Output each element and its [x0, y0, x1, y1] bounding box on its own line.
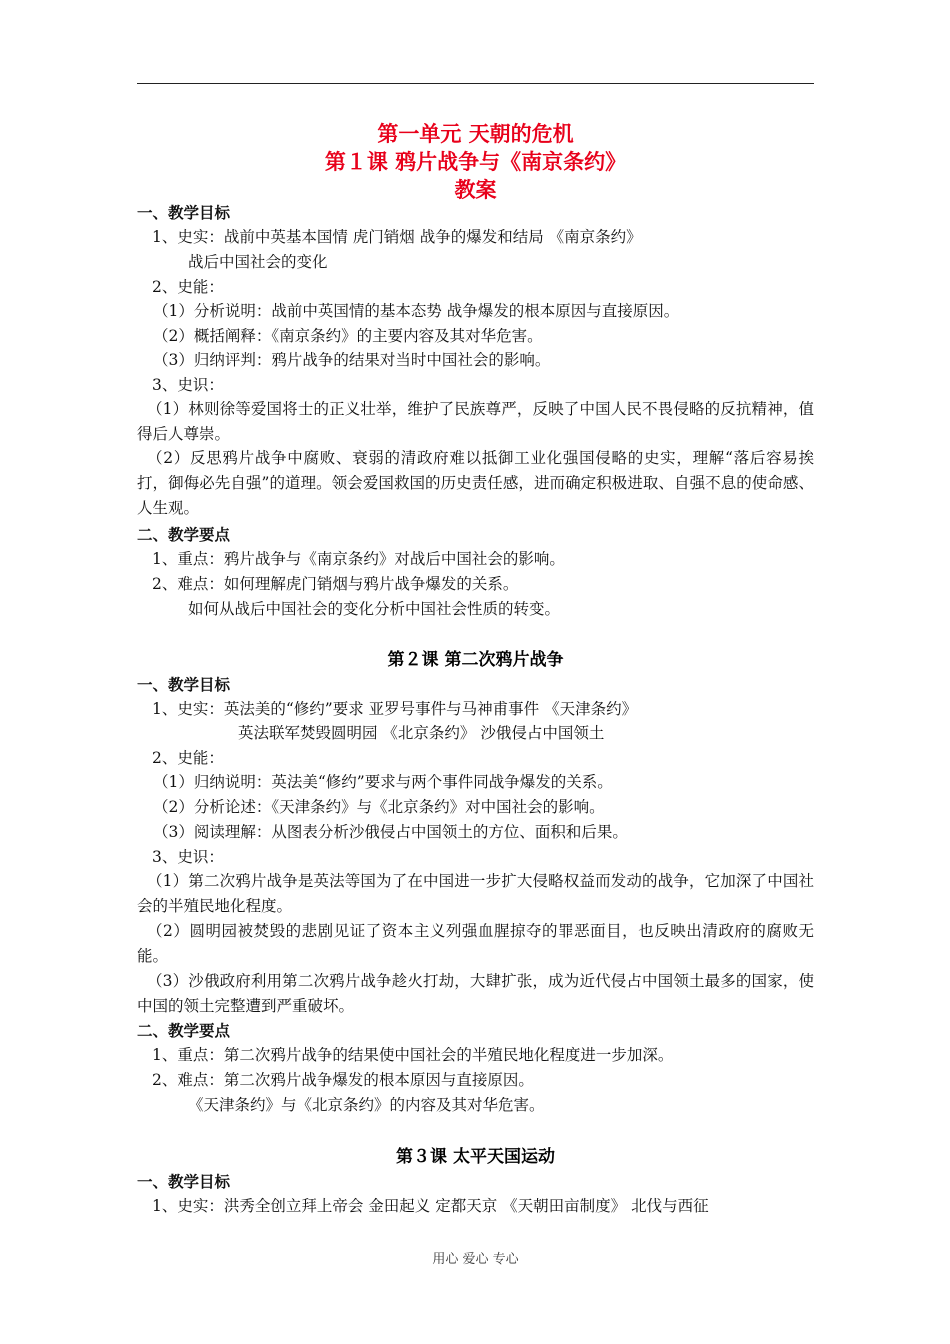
l1-skills: 2、史能：	[152, 278, 224, 296]
page-footer: 用心 爱心 专心	[432, 1252, 519, 1267]
l2-skill-3: （3）阅读理解：从图表分析沙俄侵占中国领土的方位、面积和后果。	[153, 823, 628, 841]
l1-key-point: 1、重点：鸦片战争与《南京条约》对战后中国社会的影响。	[152, 550, 565, 568]
l2-insight-1: （1）第二次鸦片战争是英法等国为了在中国进一步扩大侵略权益而发动的战争，它加深了中国社会的半殖民地化程度。	[137, 872, 814, 915]
l3-facts: 1、史实：洪秀全创立拜上帝会 金田起义 定都天京 《天朝田亩制度》 北伐与西征	[152, 1197, 709, 1215]
l2-skills: 2、史能：	[152, 749, 224, 767]
l2-insight-3: （3）沙俄政府利用第二次鸦片战争趁火打劫，大肆扩张，成为近代侵占中国领土最多的国家，使中国的领土完整遭到严重破坏。	[137, 972, 814, 1015]
unit-title: 第一单元 天朝的危机	[377, 121, 574, 146]
l2-facts-cont: 英法联军焚毁圆明园 《北京条约》 沙俄侵占中国领土	[238, 724, 605, 742]
l1-difficulty-cont: 如何从战后中国社会的变化分析中国社会性质的转变。	[188, 600, 561, 618]
l3-heading-goals: 一、教学目标	[137, 1172, 231, 1191]
l1-insight-1: （1）林则徐等爱国将士的正义壮举，维护了民族尊严，反映了中国人民不畏侵略的反抗精神，值得后人尊崇。	[137, 400, 814, 443]
l1-heading-points: 二、教学要点	[137, 525, 231, 544]
header-rule	[137, 83, 814, 84]
l1-difficulty: 2、难点：如何理解虎门销烟与鸦片战争爆发的关系。	[152, 575, 519, 593]
l1-heading-goals: 一、教学目标	[137, 203, 231, 222]
l2-heading-points: 二、教学要点	[137, 1021, 231, 1040]
doc-type: 教案	[454, 177, 497, 202]
l1-skill-3: （3）归纳评判：鸦片战争的结果对当时中国社会的影响。	[153, 351, 551, 369]
l2-skill-1: （1）归纳说明：英法美“修约”要求与两个事件同战争爆发的关系。	[153, 773, 613, 791]
l2-difficulty-cont: 《天津条约》与《北京条约》的内容及其对华危害。	[188, 1096, 545, 1114]
l2-skill-2: （2）分析论述：《天津条约》与《北京条约》对中国社会的影响。	[153, 798, 605, 816]
l1-facts: 1、史实：战前中英基本国情 虎门销烟 战争的爆发和结局 《南京条约》	[152, 228, 642, 246]
l2-insight-2: （2）圆明园被焚毁的悲剧见证了资本主义列强血腥掠夺的罪恶面目，也反映出清政府的腐败无能。	[137, 922, 814, 965]
l2-key-point: 1、重点：第二次鸦片战争的结果使中国社会的半殖民地化程度进一步加深。	[152, 1046, 674, 1064]
l2-insight: 3、史识：	[152, 848, 224, 866]
l1-facts-cont: 战后中国社会的变化	[188, 253, 328, 271]
lesson-3-title: 第３课 太平天国运动	[396, 1147, 555, 1167]
l2-difficulty: 2、难点：第二次鸦片战争爆发的根本原因与直接原因。	[152, 1071, 534, 1089]
l1-skill-2: （2）概括阐释：《南京条约》的主要内容及其对华危害。	[153, 327, 543, 345]
lesson-2-title: 第２课 第二次鸦片战争	[387, 650, 564, 670]
l1-insight-2: （2）反思鸦片战争中腐败、衰弱的清政府难以抵御工业化强国侵略的史实，理解“落后容易挨打，御侮必先自强”的道理。领会爱国救国的历史责任感，进而确定积极进取、自强不息的使命感、人生观。	[137, 449, 814, 517]
l1-insight: 3、史识：	[152, 376, 224, 394]
l1-skill-1: （1）分析说明：战前中英国情的基本态势 战争爆发的根本原因与直接原因。	[153, 302, 680, 320]
lesson-1-title: 第１课 鸦片战争与《南京条约》	[324, 149, 627, 174]
l2-heading-goals: 一、教学目标	[137, 675, 231, 694]
l2-facts: 1、史实：英法美的“修约”要求 亚罗号事件与马神甫事件 《天津条约》	[152, 700, 638, 718]
